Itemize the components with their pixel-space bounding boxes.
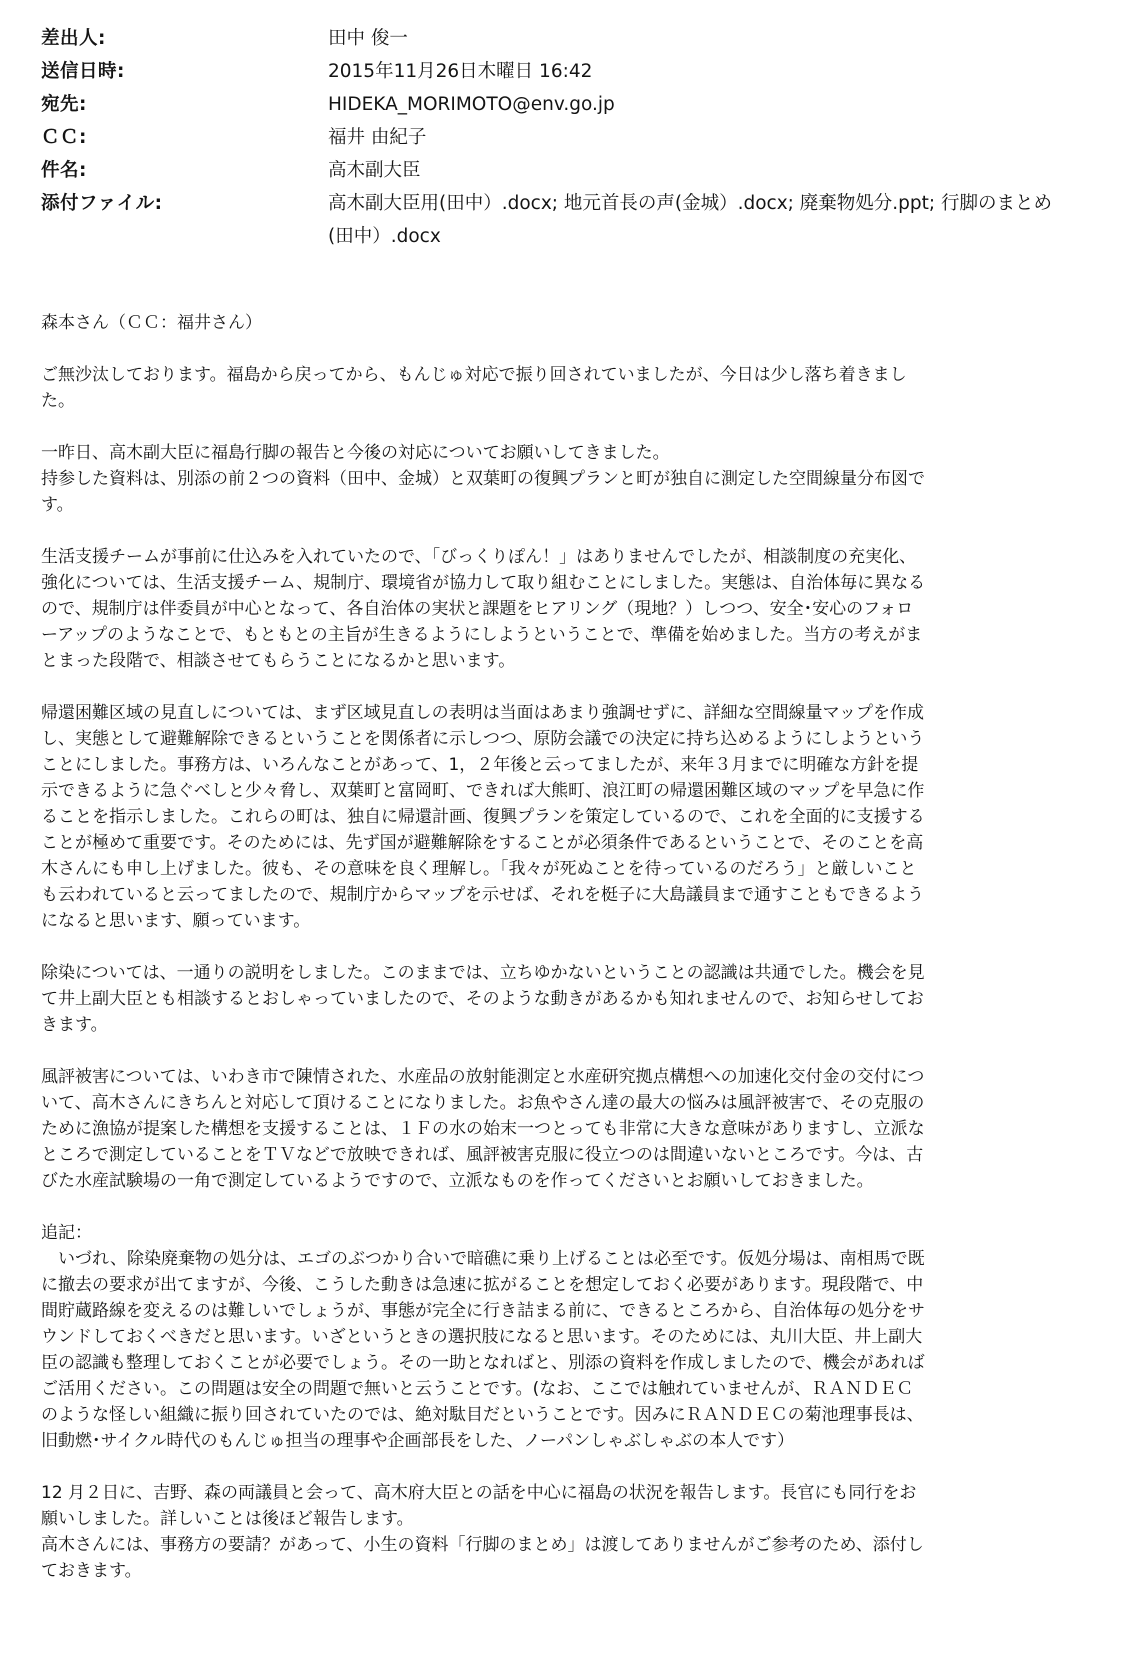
text-line: 高木さんには、事務方の要請？があって、小生の資料「行脚のまとめ」は渡してありませんがご参考のため、添付し <box>41 1535 924 1555</box>
attachments-value <box>328 187 1101 253</box>
text-line: びた水産試験場の一角で測定しているようですので、立派なものを作ってくださいとお願いしておきました。 <box>41 1171 874 1191</box>
cc-row <box>41 121 1101 154</box>
greeting-line: 森本さん（ＣＣ：福井さん） <box>41 313 262 333</box>
greeting <box>41 310 1106 336</box>
text-line: に撤去の要求が出てますが、今後、こうした動きは急速に拡がることを想定しておく必要があります。現段階で、中 <box>41 1275 924 1295</box>
paragraph-closing <box>41 1480 1106 1584</box>
paragraph-report <box>41 440 1106 518</box>
text-line: 間貯蔵路線を変えるのは難しいでしょうが、事態が完全に行き詰まる前に、できるところから、自治体毎の処分をサ <box>41 1301 925 1321</box>
text-line: 風評被害については、いわき市で陳情された、水産品の放射能測定と水産研究拠点構想への加速化交付金の交付につ <box>41 1067 925 1087</box>
paragraph-support <box>41 544 1106 674</box>
text-line: ウンドしておくべきだと思います。いざというときの選択肢になると思います。そのためには、丸川大臣、井上副大 <box>41 1327 923 1347</box>
text-line: のような怪しい組織に振り回されていたのでは、絶対駄目だということです。因みにＲＡＮＤＥＣの菊池理事長は、 <box>41 1405 924 1425</box>
text-line: 示できるように急ぐべしと少々脅し、双葉町と富岡町、できれば大熊町、浪江町の帰還困難区域のマップを早急に作 <box>41 781 925 801</box>
email-header <box>41 22 1101 253</box>
text-line: ところで測定していることをＴＶなどで放映できれば、風評被害克服に役立つのは間違いないところです。今は、古 <box>41 1145 924 1165</box>
text-line: す。 <box>41 495 74 515</box>
paragraph-postscript <box>41 1220 1106 1454</box>
paragraph-intro <box>41 362 1106 414</box>
text-line: いづれ、除染廃棄物の処分は、エゴのぶつかり合いで暗礁に乗り上げることは必至です。仮処分場は、南相馬で既 <box>41 1249 925 1269</box>
text-line: いて、高木さんにきちんと対応して頂けることになりました。お魚やさん達の最大の悩みは風評被害で、その克服の <box>41 1093 925 1113</box>
sent-value: 2015年11月26日木曜日 16:42 <box>328 61 593 82</box>
text-line: 除染については、一通りの説明をしました。このままでは、立ちゆかないということの認識は共通でした。機会を見 <box>41 963 925 983</box>
text-line: 一昨日、高木副大臣に福島行脚の報告と今後の対応についてお願いしてきました。 <box>41 443 670 463</box>
attachments-label: 添付ファイル: <box>41 193 163 214</box>
text-line: た。 <box>41 391 75 411</box>
text-line: 旧動燃･サイクル時代のもんじゅ担当の理事や企画部長をした、ノーパンしゃぶしゃぶの本人です） <box>41 1431 795 1451</box>
paragraph-return-zone <box>41 700 1106 934</box>
text-line: ることを指示しました。これらの町は、独自に帰還計画、復興プランを策定しているので、これを全面的に支援する <box>41 807 925 827</box>
subject-value: 高木副大臣 <box>328 160 421 181</box>
text-line: ために漁協が提案した構想を支援することは、１Ｆの水の始末一つとっても非常に大きな意味がありますし、立派な <box>41 1119 925 1139</box>
text-line: きます。 <box>41 1015 108 1035</box>
email-body <box>41 310 1106 1610</box>
text-line: ご無沙汰しております。福島から戻ってから、もんじゅ対応で振り回されていましたが、今日は少し落ち着きまし <box>41 365 907 385</box>
to-value: HIDEKA_MORIMOTO@env.go.jp <box>328 94 615 115</box>
text-line: 帰還困難区域の見直しについては、まず区域見直しの表明は当面はあまり強調せずに、詳細な空間線量マップを作成 <box>41 703 924 723</box>
text-line: 願いしました。詳しいことは後ほど報告します。 <box>41 1509 414 1529</box>
text-line: になると思います、願っています。 <box>41 911 311 931</box>
text-line: ことが極めて重要です。そのためには、先ず国が避難解除をすることが必須条件であるということで、そのことを高 <box>41 833 924 853</box>
text-line: 強化については、生活支援チーム、規制庁、環境省が協力して取り組むことにしました。実態は、自治体毎に異なる <box>41 573 926 593</box>
postscript-heading: 追記： <box>41 1223 92 1243</box>
text-line: て井上副大臣とも相談するとおしゃっていましたので、そのような動きがあるかも知れませんので、お知らせしてお <box>41 989 924 1009</box>
paragraph-decontamination <box>41 960 1106 1038</box>
from-value: 田中 俊一 <box>328 28 408 49</box>
cc-value: 福井 由紀子 <box>328 127 427 148</box>
text-line: ことにしました。事務方は、いろんなことがあって、1，２年後と云ってましたが、来年３月までに明確な方針を提 <box>41 755 919 775</box>
text-line: とまった段階で、相談させてもらうことになるかと思います。 <box>41 651 516 671</box>
text-line: ておきます。 <box>41 1561 142 1581</box>
text-line: 臣の認識も整理しておくことが必要でしょう。その一助となればと、別添の資料を作成しましたので、機会があれば <box>41 1353 925 1373</box>
from-row <box>41 22 1101 55</box>
cc-label: ＣＣ: <box>41 127 87 148</box>
text-line: 持参した資料は、別添の前２つの資料（田中、金城）と双葉町の復興プランと町が独自に測定した空間線量分布図で <box>41 469 925 489</box>
paragraph-reputation <box>41 1064 1106 1194</box>
to-label: 宛先: <box>41 94 87 115</box>
text-line: 生活支援チームが事前に仕込みを入れていたので、「びっくりぽん！」はありませんでしたが、相談制度の充実化、 <box>41 547 917 567</box>
attachments-line: (田中）.docx <box>328 226 441 247</box>
text-line: し、実態として避難解除できるということを関係者に示しつつ、原防会議での決定に持ち込めるようにしようという <box>41 729 925 749</box>
text-line: ご活用ください。この問題は安全の問題で無いと云うことです。(なお、ここでは触れていませんが、ＲＡＮＤＥＣ <box>41 1379 914 1399</box>
subject-row <box>41 154 1101 187</box>
sent-row <box>41 55 1101 88</box>
text-line: ーアップのようなことで、もともとの主旨が生きるようにしようということで、準備を始めました。当方の考えがま <box>41 625 923 645</box>
text-line: も云われていると云ってましたので、規制庁からマップを示せば、それを梃子に大島議員まで通すこともできるよう <box>41 885 924 905</box>
attachments-row <box>41 187 1101 253</box>
sent-label: 送信日時: <box>41 61 125 82</box>
to-row <box>41 88 1101 121</box>
text-line: 12 月２日に、吉野、森の両議員と会って、高木府大臣との話を中心に福島の状況を報告します。長官にも同行をお <box>41 1483 917 1503</box>
from-label: 差出人: <box>41 28 106 49</box>
subject-label: 件名: <box>41 160 87 181</box>
text-line: ので、規制庁は伴委員が中心となって、各自治体の実状と課題をヒアリング（現地？）しつつ、安全･安心のフォロ <box>41 599 914 619</box>
text-line: 木さんにも申し上げました。彼も、その意味を良く理解し。「我々が死ぬことを待っているのだろう」と厳しいこと <box>41 859 917 879</box>
attachments-line: 高木副大臣用(田中）.docx; 地元首長の声(金城）.docx; 廃棄物処分.ppt; 行脚のまとめ <box>328 193 1053 214</box>
